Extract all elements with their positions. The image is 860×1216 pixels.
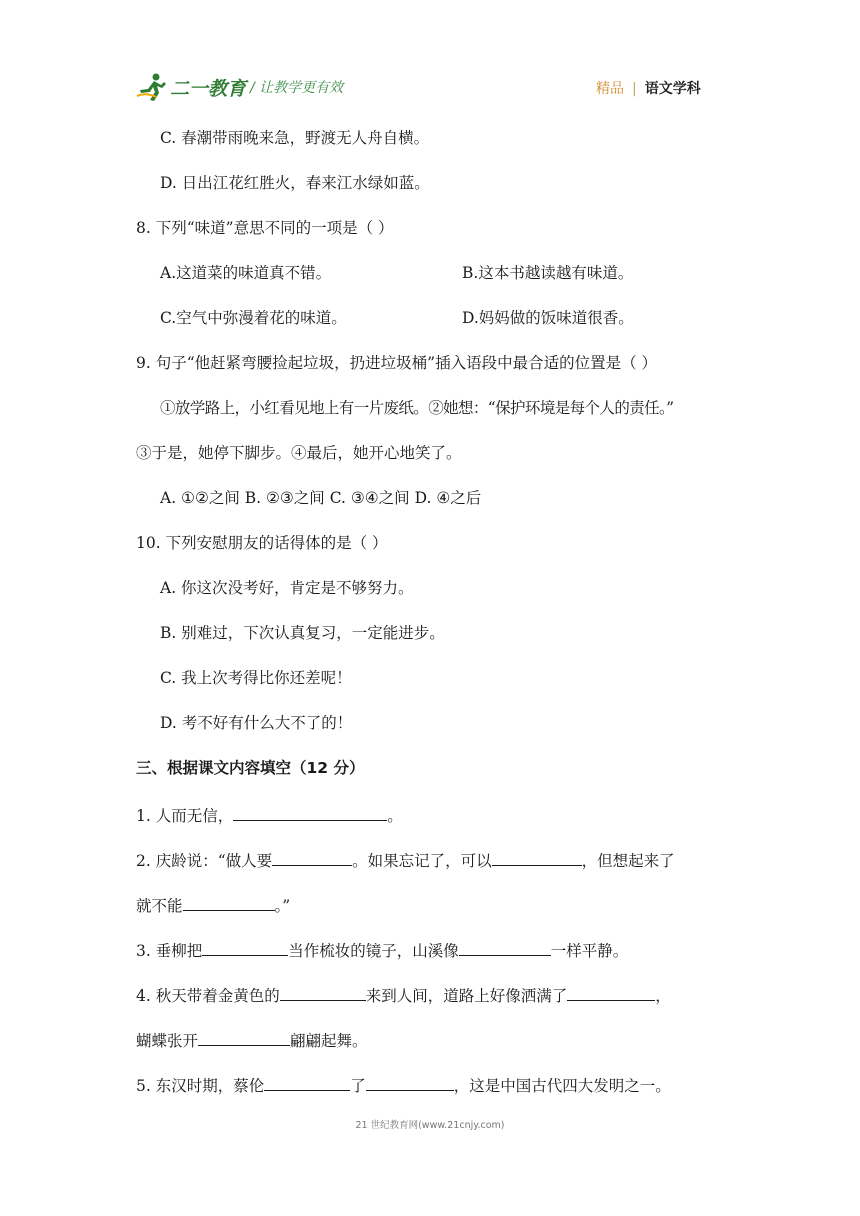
- running-man-logo-icon: [136, 72, 170, 102]
- q7-option-c: C. 春潮带雨晚来急，野渡无人舟自横。: [160, 129, 430, 147]
- q10-stem: 10. 下列安慰朋友的话得体的是（ ）: [136, 534, 388, 552]
- fill-blank[interactable]: [198, 1027, 290, 1046]
- fill-blank[interactable]: [280, 982, 366, 1001]
- fill-blank[interactable]: [492, 847, 582, 866]
- fill-item-4-text-a: 4. 秋天带着金黄色的: [136, 987, 280, 1005]
- q9-options: A. ①②之间 B. ②③之间 C. ③④之间 D. ④之后: [160, 489, 482, 507]
- logo-text: 二一教育: [170, 78, 247, 100]
- fill-blank[interactable]: [366, 1072, 454, 1091]
- page-footer: 21 世纪教育网(www.21cnjy.com): [355, 1120, 505, 1131]
- q8-option-c: C.空气中弥漫着花的味道。: [160, 309, 347, 327]
- q8-option-a: A.这道菜的味道真不错。: [160, 264, 332, 282]
- q8-option-b: B.这本书越读越有味道。: [462, 264, 634, 282]
- q10-option-c: C. 我上次考得比你还差呢！: [160, 669, 352, 687]
- q8-option-d: D.妈妈做的饭味道很香。: [462, 309, 634, 327]
- fill-blank[interactable]: [264, 1072, 350, 1091]
- fill-item-4-cont: [136, 1027, 368, 1052]
- logo: [136, 70, 246, 106]
- q9-stem: 9. 句子“他赶紧弯腰捡起垃圾，扔进垃圾桶”插入语段中最合适的位置是（ ）: [136, 354, 657, 372]
- q7-option-d: D. 日出江花红胜火，春来江水绿如蓝。: [160, 174, 430, 192]
- fill-item-3-text-c: 一样平静。: [550, 942, 629, 960]
- fill-item-5: [136, 1072, 671, 1097]
- fill-blank[interactable]: [459, 937, 551, 956]
- fill-blank[interactable]: [567, 982, 655, 1001]
- fill-blank[interactable]: [272, 847, 352, 866]
- slogan: / 让教学更有效: [250, 80, 344, 96]
- fill-item-2-text-c: ，但想起来了: [581, 852, 675, 870]
- fill-item-2-text-a: 2. 庆龄说：“做人要: [136, 852, 273, 870]
- fill-item-3-text-b: 当作梳妆的镜子，山溪像: [288, 942, 459, 960]
- fill-item-1-text-b: 。: [387, 807, 403, 825]
- fill-item-3: [136, 937, 628, 962]
- fill-item-5-text-a: 5. 东汉时期，蔡伦: [136, 1077, 265, 1095]
- header-label: [596, 78, 701, 98]
- fill-item-4: [136, 982, 671, 1007]
- fill-item-3-text-a: 3. 垂柳把: [136, 942, 203, 960]
- fill-item-4-text-b: 来到人间，道路上好像洒满了: [365, 987, 568, 1005]
- fill-item-2-text-b: 。如果忘记了，可以: [352, 852, 492, 870]
- fill-item-2-text-e: 。”: [274, 897, 291, 915]
- q10-option-b: B. 别难过，下次认真复习，一定能进步。: [160, 624, 445, 642]
- header-divider: |: [632, 81, 637, 97]
- fill-blank[interactable]: [202, 937, 288, 956]
- fill-item-4-text-c: ，: [655, 987, 671, 1005]
- q8-stem: 8. 下列“味道”意思不同的一项是（ ）: [136, 219, 394, 237]
- premium-badge: 精品: [596, 81, 624, 97]
- fill-item-5-text-c: ，这是中国古代四大发明之一。: [453, 1077, 671, 1095]
- section-3-title: 三、根据课文内容填空（12 分）: [136, 759, 365, 777]
- q10-option-a: A. 你这次没考好，肯定是不够努力。: [160, 579, 414, 597]
- fill-blank[interactable]: [183, 892, 275, 911]
- fill-item-4-text-e: 翩翩起舞。: [290, 1032, 368, 1050]
- fill-blank[interactable]: [233, 802, 387, 821]
- page-header: [0, 0, 860, 110]
- fill-item-2-text-d: 就不能: [136, 897, 183, 915]
- fill-item-4-text-d: 蝴蝶张开: [136, 1032, 199, 1050]
- q10-option-d: D. 考不好有什么大不了的！: [160, 714, 353, 732]
- fill-item-5-text-b: 了: [350, 1077, 366, 1095]
- fill-item-1-text-a: 1. 人而无信，: [136, 807, 234, 825]
- subject-label: 语文学科: [644, 81, 701, 97]
- fill-item-1: [136, 802, 403, 827]
- q9-passage-line-2: ③于是，她停下脚步。④最后，她开心地笑了。: [136, 444, 462, 462]
- fill-item-2-cont: [136, 892, 290, 917]
- fill-item-2: [136, 847, 675, 872]
- q9-passage-line-1: ①放学路上，小红看见地上有一片废纸。②她想：“保护环境是每个人的责任。”: [160, 399, 674, 417]
